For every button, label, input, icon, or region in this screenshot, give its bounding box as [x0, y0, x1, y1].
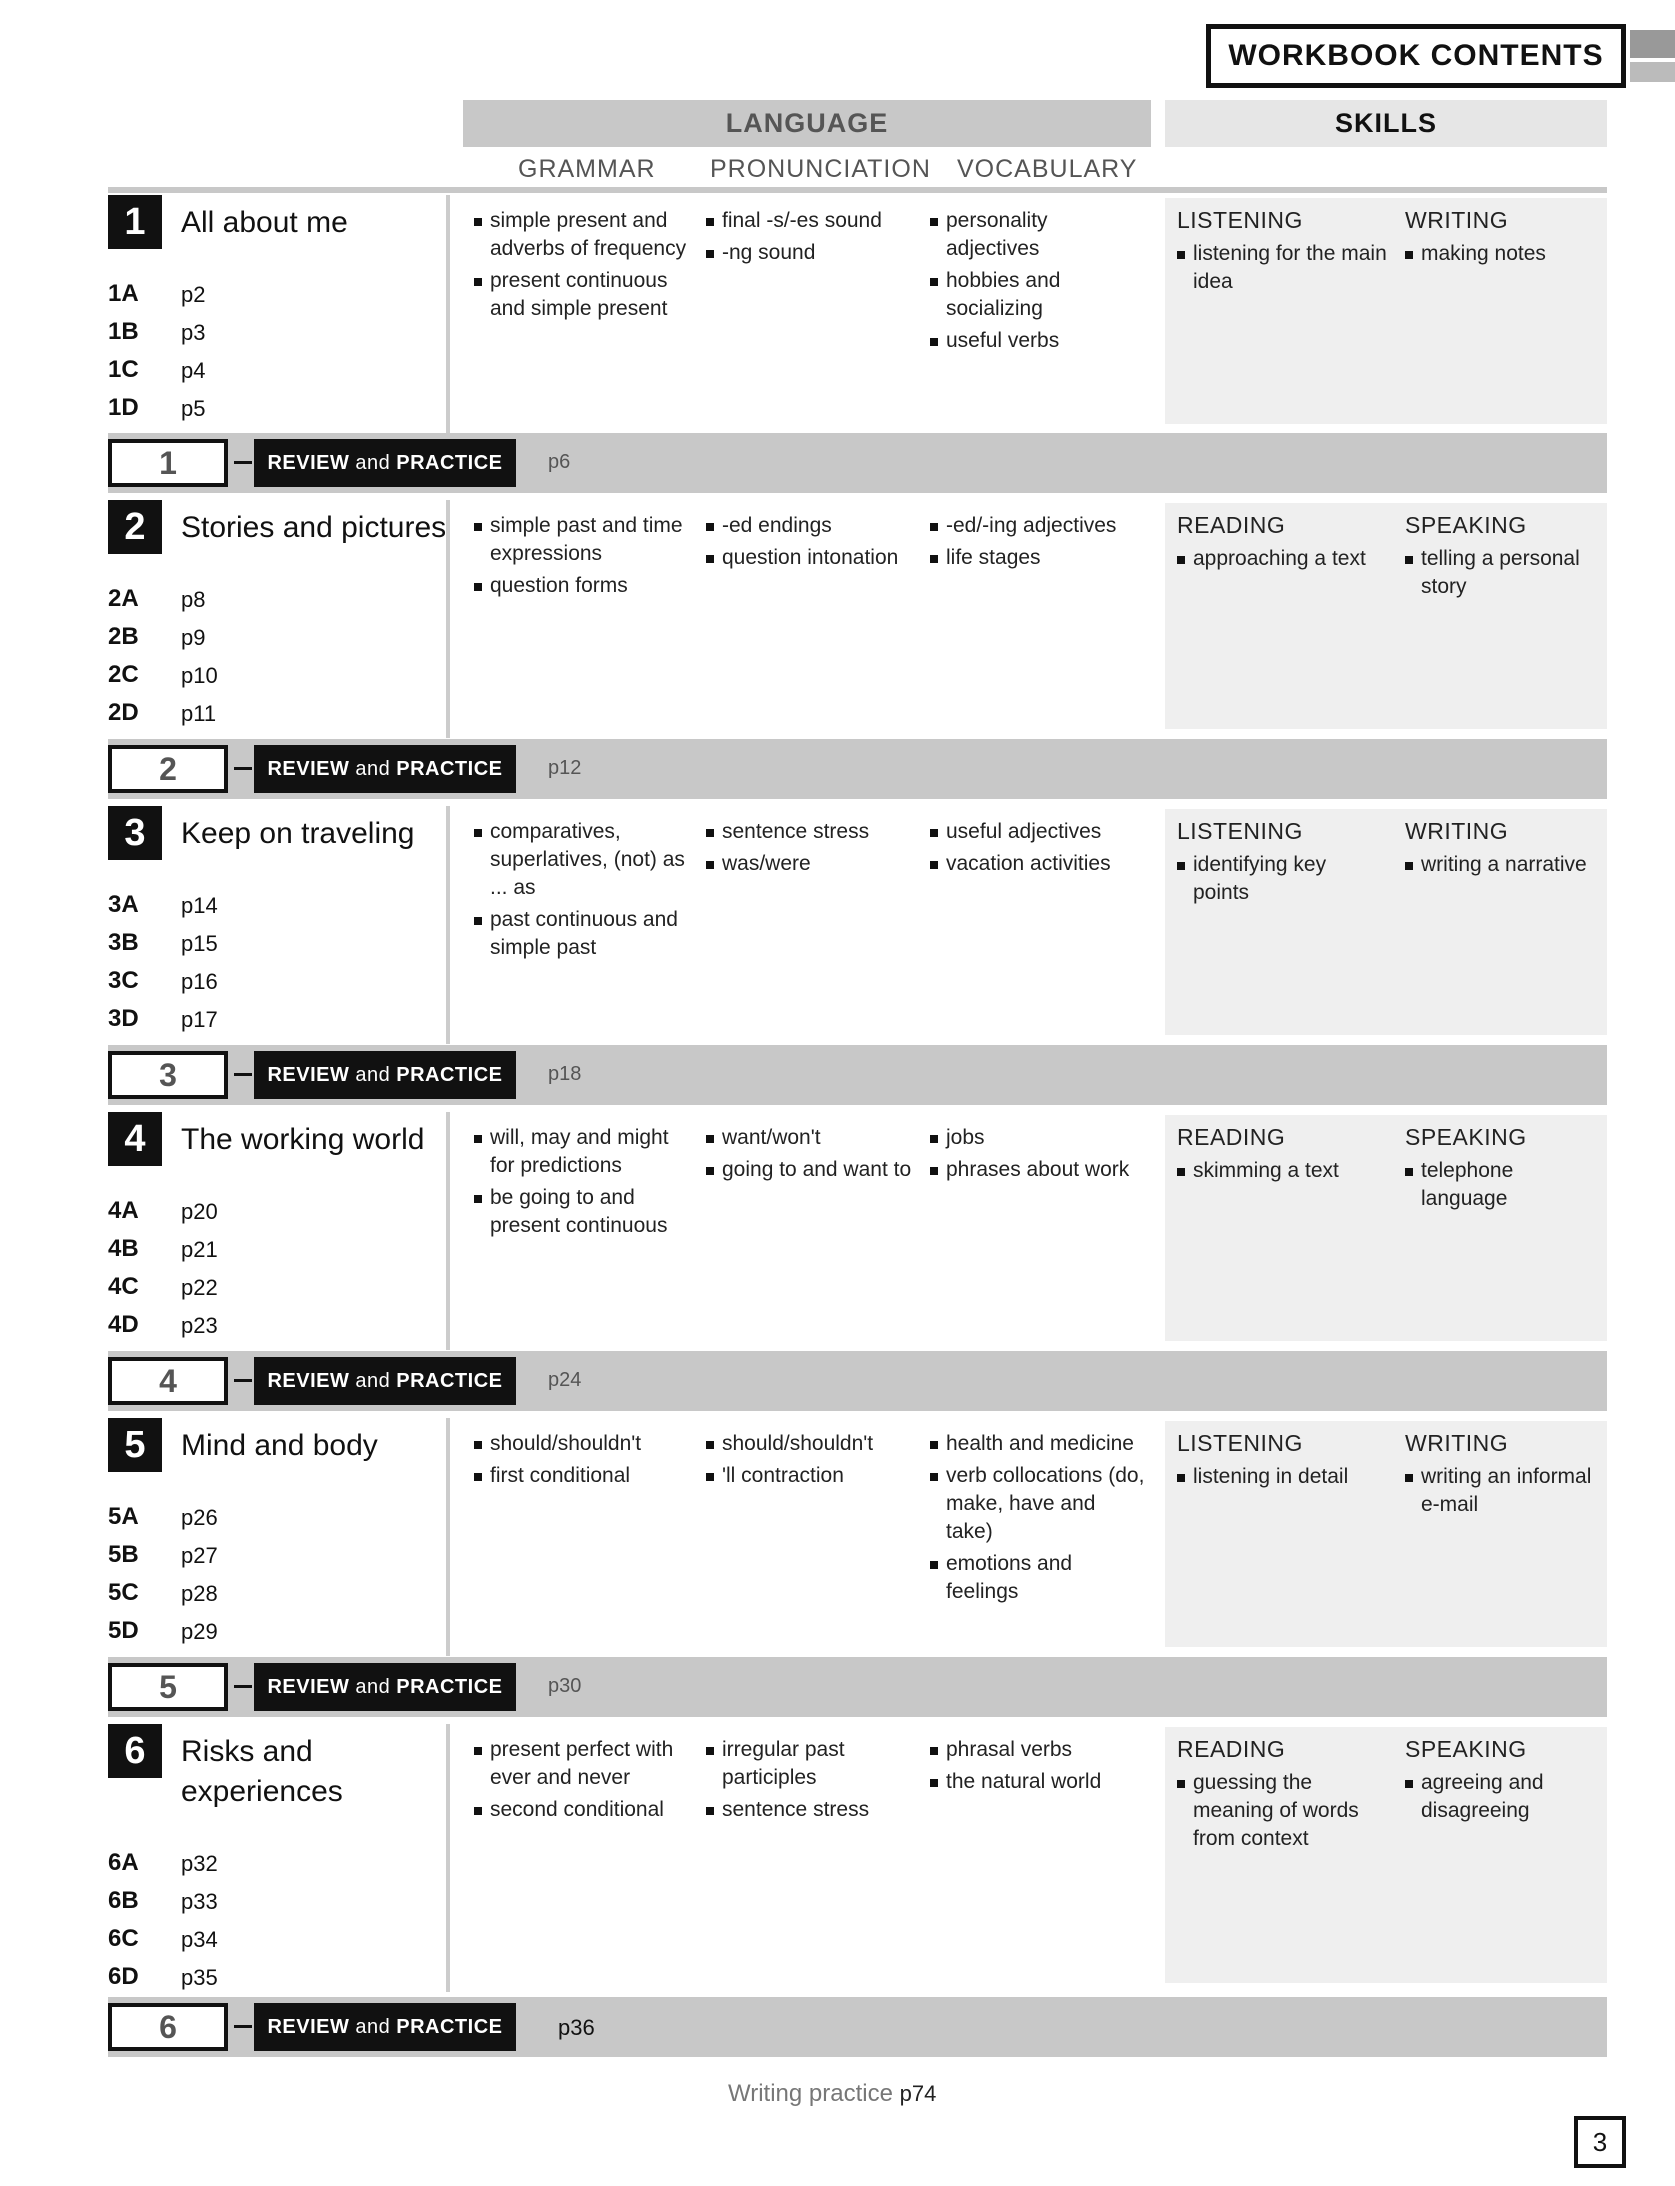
lesson-code[interactable]: 2D [108, 699, 139, 726]
skill1-list [1177, 1157, 1387, 1189]
skill2-list-item: writing an informal e-mail [1405, 1463, 1605, 1519]
grammar-list-item: present continuous and simple present [474, 267, 689, 323]
skill1-heading: LISTENING [1177, 818, 1303, 844]
vocabulary-list [930, 818, 1145, 882]
review-practice-bar[interactable] [108, 433, 1607, 493]
lesson-code[interactable]: 1A [108, 280, 139, 307]
grammar-list-item: second conditional [474, 1796, 689, 1824]
skill1-list [1177, 545, 1387, 577]
review-number: 2 [108, 745, 228, 793]
lesson-page[interactable]: p3 [181, 320, 206, 345]
lesson-code[interactable]: 1D [108, 394, 139, 421]
lesson-code[interactable]: 5A [108, 1503, 139, 1530]
unit-title: Risks and experiences [181, 1735, 343, 1808]
lesson-page[interactable]: p23 [181, 1313, 218, 1338]
skill2-heading: SPEAKING [1405, 1736, 1527, 1762]
pronunciation-list-item: was/were [706, 850, 916, 878]
vocabulary-list-item: the natural world [930, 1768, 1145, 1796]
lesson-code[interactable]: 5C [108, 1579, 139, 1606]
lesson-page[interactable]: p28 [181, 1581, 218, 1606]
review-number: 6 [108, 2003, 228, 2051]
review-practice-bar[interactable] [108, 739, 1607, 799]
vocabulary-list [930, 1124, 1145, 1188]
lesson-page[interactable]: p26 [181, 1505, 218, 1530]
page-title: WORKBOOK CONTENTS [1206, 24, 1626, 88]
unit-number-badge: 4 [108, 1112, 162, 1166]
grammar-header: GRAMMAR [518, 155, 656, 183]
lesson-code[interactable]: 2B [108, 623, 139, 650]
lesson-code[interactable]: 6B [108, 1887, 139, 1914]
pronunciation-list-item: sentence stress [706, 818, 916, 846]
grammar-list [474, 207, 689, 327]
review-practice-label [254, 1357, 516, 1405]
lesson-page[interactable]: p11 [181, 701, 217, 726]
lesson-code[interactable]: 6D [108, 1963, 139, 1990]
unit-title: All about me [181, 206, 348, 239]
skill1-list-item: skimming a text [1177, 1157, 1387, 1185]
skill1-list-item: listening for the main idea [1177, 240, 1387, 296]
skill1-list-item: identifying key points [1177, 851, 1387, 907]
review-page: p30 [548, 1675, 582, 1697]
vocabulary-list-item: phrases about work [930, 1156, 1145, 1184]
skill2-list [1405, 1463, 1605, 1523]
unit-number-badge: 5 [108, 1418, 162, 1472]
lesson-code[interactable]: 5D [108, 1617, 139, 1644]
lesson-code[interactable]: 2C [108, 661, 139, 688]
practice-word: PRACTICE [396, 757, 503, 780]
skill2-list [1405, 1157, 1605, 1217]
lesson-page[interactable]: p33 [181, 1889, 218, 1914]
practice-word: PRACTICE [396, 1675, 503, 1698]
lesson-page[interactable]: p22 [181, 1275, 218, 1300]
grammar-list-item: simple past and time expressions [474, 512, 689, 568]
grammar-list-item: past continuous and simple past [474, 906, 689, 962]
skill1-heading: LISTENING [1177, 207, 1303, 233]
lesson-page[interactable]: p32 [181, 1851, 218, 1876]
lesson-page[interactable]: p10 [181, 663, 218, 688]
skill1-heading: READING [1177, 1736, 1286, 1762]
lesson-code[interactable]: 6A [108, 1849, 139, 1876]
skill1-list [1177, 1769, 1387, 1857]
skill2-heading: WRITING [1405, 207, 1509, 233]
lesson-code[interactable]: 3B [108, 929, 139, 956]
vocabulary-list [930, 1736, 1145, 1800]
review-dash [234, 1379, 252, 1382]
pronunciation-list-item: going to and want to [706, 1156, 916, 1184]
grammar-list-item: comparatives, superlatives, (not) as ... as [474, 818, 689, 902]
skill2-list [1405, 545, 1605, 605]
unit-title: Stories and pictures [181, 511, 447, 544]
unit-divider [446, 1724, 450, 1992]
review-practice-label [254, 745, 516, 793]
unit-number-badge: 6 [108, 1724, 162, 1778]
review-word: REVIEW [267, 757, 350, 780]
unit-title: Mind and body [181, 1429, 378, 1462]
lesson-page[interactable]: p29 [181, 1619, 218, 1644]
lesson-page[interactable]: p5 [181, 396, 206, 421]
skill1-list-item: listening in detail [1177, 1463, 1387, 1491]
vocabulary-header: VOCABULARY [957, 155, 1138, 183]
vocabulary-list-item: verb collocations (do, make, have and take) [930, 1462, 1145, 1546]
pronunciation-list [706, 207, 916, 271]
lesson-page[interactable]: p35 [181, 1965, 218, 1990]
vocabulary-list-item: vacation activities [930, 850, 1145, 878]
unit-number-badge: 2 [108, 500, 162, 554]
lesson-code[interactable]: 1B [108, 318, 139, 345]
review-word: REVIEW [267, 2015, 350, 2038]
review-page: p12 [548, 757, 582, 779]
lesson-page[interactable]: p16 [181, 969, 218, 994]
pronunciation-list-item: final -s/-es sound [706, 207, 916, 235]
writing-practice-footer[interactable] [728, 2080, 936, 2108]
skill1-list-item: approaching a text [1177, 545, 1387, 573]
lesson-page[interactable]: p27 [181, 1543, 218, 1568]
pronunciation-header: PRONUNCIATION [710, 155, 931, 183]
lesson-page[interactable]: p34 [181, 1927, 218, 1952]
language-header: LANGUAGE [463, 100, 1151, 147]
review-page: p24 [548, 1369, 582, 1391]
lesson-page[interactable]: p4 [181, 358, 206, 383]
vocabulary-list-item: hobbies and socializing [930, 267, 1145, 323]
lesson-page[interactable]: p15 [181, 931, 218, 956]
lesson-page[interactable]: p8 [181, 587, 206, 612]
pronunciation-list [706, 1430, 916, 1494]
review-word: REVIEW [267, 451, 350, 474]
lesson-code[interactable]: 3D [108, 1005, 139, 1032]
grammar-list-item: first conditional [474, 1462, 689, 1490]
grammar-list [474, 512, 689, 604]
pronunciation-list [706, 1736, 916, 1828]
unit-title: Keep on traveling [181, 817, 415, 850]
practice-word: PRACTICE [396, 2015, 503, 2038]
review-page: p6 [548, 451, 571, 473]
pronunciation-list [706, 818, 916, 882]
skill2-list [1405, 1769, 1605, 1829]
review-practice-label [254, 1051, 516, 1099]
pronunciation-list [706, 512, 916, 576]
review-practice-bar[interactable] [108, 1351, 1607, 1411]
unit-divider [446, 1418, 450, 1656]
grammar-list [474, 818, 689, 966]
writing-practice-label: Writing practice [728, 2080, 893, 2107]
skill2-list [1405, 240, 1605, 272]
pronunciation-list-item: -ed endings [706, 512, 916, 540]
review-word: REVIEW [267, 1369, 350, 1392]
unit-divider [446, 1112, 450, 1350]
header-divider [108, 187, 1607, 193]
vocabulary-list-item: health and medicine [930, 1430, 1145, 1458]
review-word: REVIEW [267, 1675, 350, 1698]
grammar-list-item: will, may and might for predictions [474, 1124, 689, 1180]
title-tab-decoration-lower [1630, 62, 1675, 82]
vocabulary-list-item: -ed/-ing adjectives [930, 512, 1145, 540]
grammar-list-item: be going to and present continuous [474, 1184, 689, 1240]
lesson-page[interactable]: p14 [181, 893, 218, 918]
unit-divider [446, 195, 450, 433]
vocabulary-list-item: personality adjectives [930, 207, 1145, 263]
review-dash [234, 767, 252, 770]
lesson-page[interactable]: p9 [181, 625, 206, 650]
skill2-heading: WRITING [1405, 1430, 1509, 1456]
vocabulary-list-item: life stages [930, 544, 1145, 572]
pronunciation-list-item: should/shouldn't [706, 1430, 916, 1458]
skill2-heading: WRITING [1405, 818, 1509, 844]
vocabulary-list [930, 207, 1145, 359]
practice-word: PRACTICE [396, 1063, 503, 1086]
review-dash [234, 2025, 252, 2028]
review-practice-label [254, 439, 516, 487]
grammar-list-item: present perfect with ever and never [474, 1736, 689, 1792]
skills-header: SKILLS [1165, 100, 1607, 147]
grammar-list-item: simple present and adverbs of frequency [474, 207, 689, 263]
review-number: 5 [108, 1663, 228, 1711]
lesson-page[interactable]: p21 [181, 1237, 218, 1262]
review-practice-bar[interactable] [108, 1997, 1607, 2057]
unit-number-badge: 1 [108, 195, 162, 249]
skill1-list-item: guessing the meaning of words from context [1177, 1769, 1387, 1853]
review-and-word: and [355, 1675, 391, 1698]
lesson-page[interactable]: p20 [181, 1199, 218, 1224]
lesson-code[interactable]: 4C [108, 1273, 139, 1300]
grammar-list [474, 1736, 689, 1828]
skill2-list-item: making notes [1405, 240, 1605, 268]
lesson-code[interactable]: 4A [108, 1197, 139, 1224]
practice-word: PRACTICE [396, 1369, 503, 1392]
review-word: REVIEW [267, 1063, 350, 1086]
review-dash [234, 1685, 252, 1688]
vocabulary-list-item: useful verbs [930, 327, 1145, 355]
lesson-code[interactable]: 2A [108, 585, 139, 612]
pronunciation-list-item: -ng sound [706, 239, 916, 267]
skill1-heading: LISTENING [1177, 1430, 1303, 1456]
review-number: 1 [108, 439, 228, 487]
grammar-list [474, 1430, 689, 1494]
pronunciation-list-item: irregular past participles [706, 1736, 916, 1792]
skill2-list-item: telling a personal story [1405, 545, 1605, 601]
pronunciation-list-item: want/won't [706, 1124, 916, 1152]
review-and-word: and [355, 451, 391, 474]
lesson-code[interactable]: 3C [108, 967, 139, 994]
vocabulary-list-item: useful adjectives [930, 818, 1145, 846]
lesson-page[interactable]: p17 [181, 1007, 218, 1032]
skill2-list-item: writing a narrative [1405, 851, 1605, 879]
review-page: p36 [558, 2015, 595, 2040]
review-dash [234, 461, 252, 464]
vocabulary-list [930, 1430, 1145, 1610]
unit-title: The working world [181, 1123, 425, 1156]
lesson-code[interactable]: 3A [108, 891, 139, 918]
skill1-list [1177, 1463, 1387, 1495]
vocabulary-list-item: emotions and feelings [930, 1550, 1145, 1606]
review-number: 4 [108, 1357, 228, 1405]
vocabulary-list-item: phrasal verbs [930, 1736, 1145, 1764]
skill2-heading: SPEAKING [1405, 512, 1527, 538]
skill2-list-item: telephone language [1405, 1157, 1605, 1213]
skill1-list [1177, 240, 1387, 300]
vocabulary-list-item: jobs [930, 1124, 1145, 1152]
lesson-code[interactable]: 1C [108, 356, 139, 383]
lesson-code[interactable]: 5B [108, 1541, 139, 1568]
unit-number-badge: 3 [108, 806, 162, 860]
pronunciation-list [706, 1124, 916, 1188]
review-practice-label [254, 1663, 516, 1711]
pronunciation-list-item: 'll contraction [706, 1462, 916, 1490]
review-and-word: and [355, 1063, 391, 1086]
vocabulary-list [930, 512, 1145, 576]
review-practice-bar[interactable] [108, 1657, 1607, 1717]
review-page: p18 [548, 1063, 582, 1085]
lesson-code[interactable]: 4B [108, 1235, 139, 1262]
pronunciation-list-item: question intonation [706, 544, 916, 572]
skill1-heading: READING [1177, 1124, 1286, 1150]
title-tab-decoration [1630, 30, 1675, 58]
review-number: 3 [108, 1051, 228, 1099]
skill1-heading: READING [1177, 512, 1286, 538]
unit-divider [446, 500, 450, 738]
lesson-page[interactable]: p2 [181, 282, 206, 307]
grammar-list [474, 1124, 689, 1244]
skill2-list [1405, 851, 1605, 883]
lesson-code[interactable]: 4D [108, 1311, 139, 1338]
skill1-list [1177, 851, 1387, 911]
grammar-list-item: should/shouldn't [474, 1430, 689, 1458]
grammar-list-item: question forms [474, 572, 689, 600]
review-practice-label [254, 2003, 516, 2051]
review-dash [234, 1073, 252, 1076]
review-practice-bar[interactable] [108, 1045, 1607, 1105]
page-number: 3 [1574, 2116, 1626, 2168]
review-and-word: and [355, 757, 391, 780]
review-and-word: and [355, 2015, 391, 2038]
practice-word: PRACTICE [396, 451, 503, 474]
lesson-code[interactable]: 6C [108, 1925, 139, 1952]
review-and-word: and [355, 1369, 391, 1392]
writing-practice-page: p74 [899, 2081, 937, 2106]
skill2-heading: SPEAKING [1405, 1124, 1527, 1150]
unit-divider [446, 806, 450, 1044]
skill2-list-item: agreeing and disagreeing [1405, 1769, 1605, 1825]
pronunciation-list-item: sentence stress [706, 1796, 916, 1824]
